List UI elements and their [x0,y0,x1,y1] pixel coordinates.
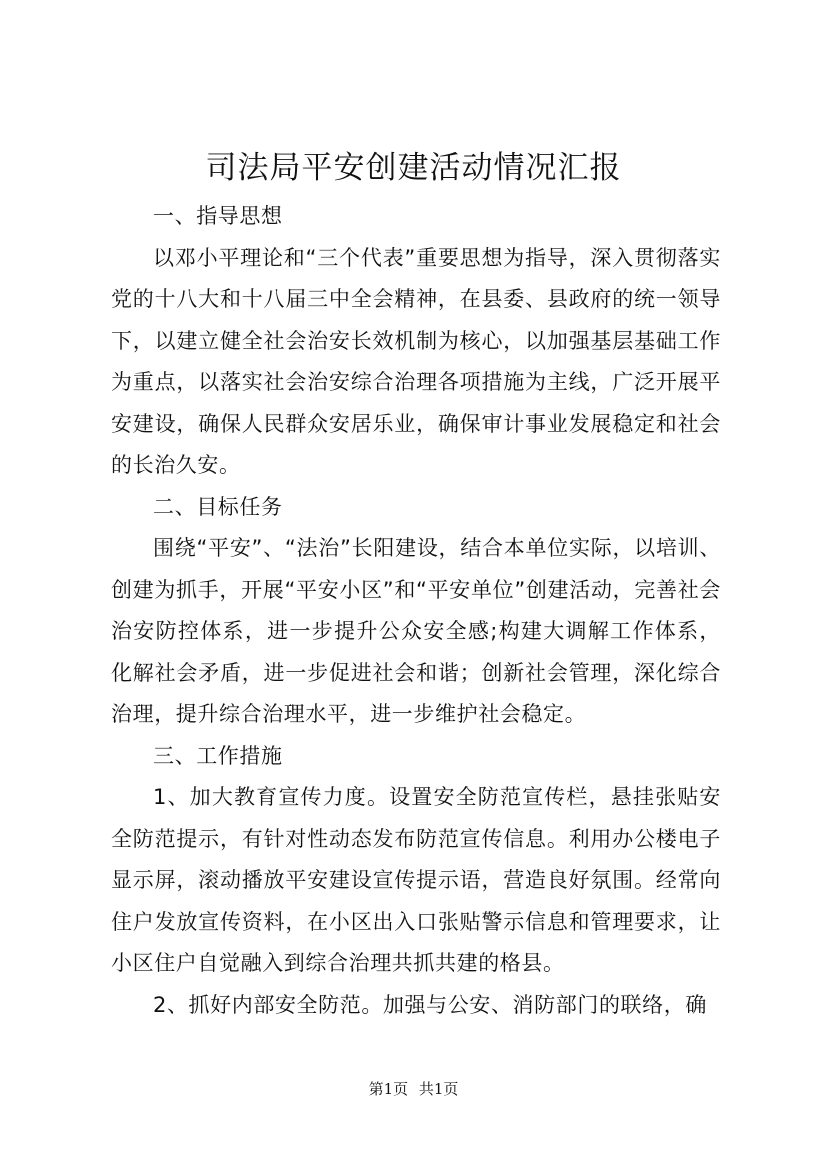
page-total: 共1页 [418,1080,459,1098]
paragraph-goals: 围绕“平安”、“法治”长阳建设，结合本单位实际，以培训、创建为抓手，开展“平安小区”和“平安单位”创建活动，完善社会治安防控体系，进一步提升公众安全感;构建大调解工作体系，化解社会矛盾，进一步促进社会和谐；创新社会管理，深化综合治理，提升综合治理水平，进一步维护社会稳定。 [111,536,721,726]
paragraph-measure-1: 1、加大教育宣传力度。设置安全防范宣传栏，悬挂张贴安全防范提示，有针对性动态发布防范宣传信息。利用办公楼电子显示屏，滚动播放平安建设宣传提示语，营造良好氛围。经常向住户发放宣传资料，在小区出入口张贴警示信息和管理要求，让小区住户自觉融入到综合治理共抓共建的格县。 [111,785,721,975]
page-number: 第1页 [368,1080,409,1098]
section-heading-guiding-ideology: 一、指导思想 [153,204,283,228]
page-footer [0,1079,827,1099]
document-title: 司法局平安创建活动情况汇报 [205,150,622,186]
paragraph-guiding-ideology: 以邓小平理论和“三个代表”重要思想为指导，深入贯彻落实党的十八大和十八届三中全会精神，在县委、县政府的统一领导下，以建立健全社会治安长效机制为核心，以加强基层基础工作为重点，以落实社会治安综合治理各项措施为主线，广泛开展平安建设，确保人民群众安居乐业，确保审计事业发展稳定和社会的长治久安。 [111,245,721,477]
section-heading-goals: 二、目标任务 [153,494,283,519]
document-body [111,196,721,1026]
paragraph-measure-2: 2、抓好内部安全防范。加强与公安、消防部门的联络，确 [153,992,707,1017]
section-heading-measures: 三、工作措施 [153,743,283,768]
